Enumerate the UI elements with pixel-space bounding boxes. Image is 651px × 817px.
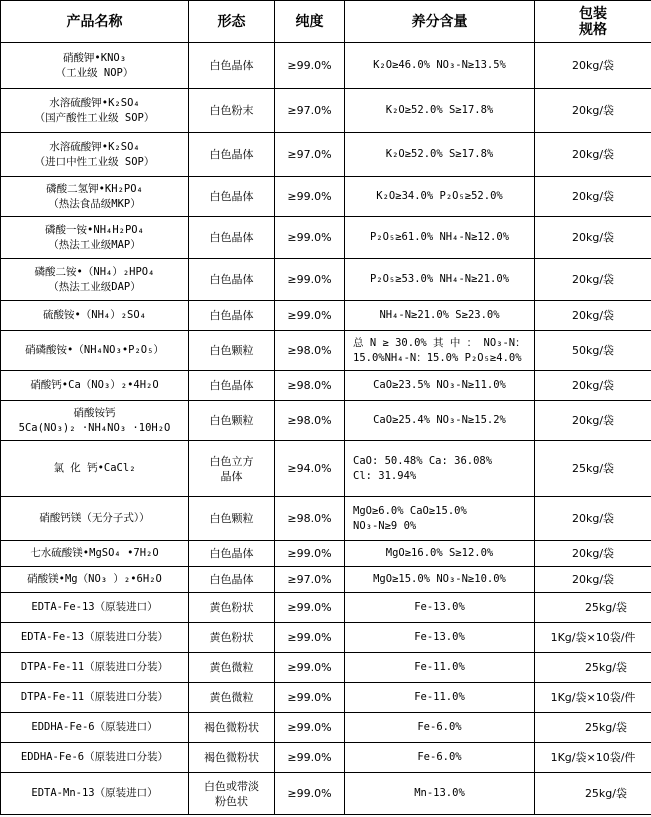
purity-cell: ≥99.0% bbox=[275, 653, 345, 683]
nutrient-content-cell bbox=[345, 259, 535, 301]
nutrient-content-cell-line: MgO≥15.0% NO₃-N≥10.0% bbox=[373, 573, 506, 585]
form-cell bbox=[189, 541, 275, 567]
table-row bbox=[1, 773, 651, 815]
product-name-cell-line: 七水硫酸镁•MgSO₄ •7H₂O bbox=[30, 547, 159, 559]
packaging-cell: 20kg/袋 bbox=[535, 217, 651, 259]
nutrient-content-cell-line: MgO≥6.0% CaO≥15.0% bbox=[353, 504, 467, 517]
table-row bbox=[1, 401, 651, 441]
form-cell bbox=[189, 401, 275, 441]
form-cell bbox=[189, 133, 275, 177]
purity-cell: ≥99.0% bbox=[275, 43, 345, 89]
table-row bbox=[1, 593, 651, 623]
nutrient-content-cell bbox=[345, 371, 535, 401]
nutrient-content-cell-line: CaO≥23.5% NO₃-N≥11.0% bbox=[373, 379, 506, 391]
packaging-cell: 1Kg/袋×10袋/件 bbox=[535, 683, 651, 713]
header-packaging-line1: 包装 bbox=[579, 5, 607, 22]
form-cell-line: 白色颗粒 bbox=[209, 414, 254, 427]
purity-cell: ≥97.0% bbox=[275, 567, 345, 593]
form-cell bbox=[189, 43, 275, 89]
packaging-cell: 1Kg/袋×10袋/件 bbox=[535, 743, 651, 773]
nutrient-content-cell-line: Fe-6.0% bbox=[417, 751, 462, 763]
nutrient-content-cell-line: Fe-6.0% bbox=[417, 721, 462, 733]
form-cell bbox=[189, 259, 275, 301]
packaging-cell: 20kg/袋 bbox=[535, 541, 651, 567]
form-cell-line: 白色粉末 bbox=[209, 104, 254, 117]
product-name-cell-line: EDTA-Mn-13（原装进口） bbox=[31, 787, 158, 799]
packaging-cell: 20kg/袋 bbox=[535, 177, 651, 217]
form-cell-line: 黄色粉状 bbox=[209, 631, 254, 644]
form-cell bbox=[189, 177, 275, 217]
packaging-cell: 20kg/袋 bbox=[535, 133, 651, 177]
nutrient-content-cell-line: K₂O≥52.0% S≥17.8% bbox=[385, 148, 494, 160]
form-cell bbox=[189, 593, 275, 623]
nutrient-content-cell-line: Fe-13.0% bbox=[414, 631, 465, 643]
purity-cell: ≥99.0% bbox=[275, 301, 345, 331]
product-name-cell-line: （工业级 NOP） bbox=[55, 66, 134, 79]
form-cell-line: 褐色微粉状 bbox=[204, 751, 259, 764]
header-row bbox=[1, 1, 651, 43]
purity-cell: ≥99.0% bbox=[275, 593, 345, 623]
nutrient-content-cell-line: Fe-13.0% bbox=[414, 601, 465, 613]
nutrient-content-cell bbox=[345, 497, 535, 541]
form-cell bbox=[189, 301, 275, 331]
product-name-cell bbox=[1, 217, 189, 259]
product-name-cell bbox=[1, 371, 189, 401]
form-cell bbox=[189, 217, 275, 259]
packaging-cell: 25kg/袋 bbox=[535, 593, 651, 623]
product-name-cell bbox=[1, 43, 189, 89]
form-cell-line: 白色晶体 bbox=[209, 547, 254, 560]
form-cell-line: 白色晶体 bbox=[209, 148, 254, 161]
form-cell-line: 白色或带淡 bbox=[204, 779, 259, 793]
table-row bbox=[1, 331, 651, 371]
header-product-name: 产品名称 bbox=[1, 1, 189, 43]
purity-cell: ≥98.0% bbox=[275, 401, 345, 441]
product-name-cell bbox=[1, 713, 189, 743]
nutrient-content-cell bbox=[345, 301, 535, 331]
product-name-cell bbox=[1, 497, 189, 541]
product-name-cell-line: EDTA-Fe-13（原装进口） bbox=[31, 601, 158, 613]
nutrient-content-cell bbox=[345, 133, 535, 177]
table-row bbox=[1, 43, 651, 89]
nutrient-content-cell bbox=[345, 541, 535, 567]
form-cell-line: 黄色粉状 bbox=[209, 601, 254, 614]
product-name-cell-line: 硝酸钙镁（无分子式）） bbox=[39, 512, 150, 524]
form-cell-line: 晶体 bbox=[220, 469, 243, 483]
form-cell-line: 白色晶体 bbox=[209, 573, 254, 586]
form-cell bbox=[189, 497, 275, 541]
product-name-cell-line: 硫酸铵•（NH₄）₂SO₄ bbox=[42, 309, 147, 321]
nutrient-content-cell-line: CaO≥25.4% NO₃-N≥15.2% bbox=[373, 414, 506, 426]
header-nutrient-content: 养分含量 bbox=[345, 1, 535, 43]
purity-cell: ≥99.0% bbox=[275, 623, 345, 653]
nutrient-content-cell-line: K₂O≥34.0% P₂O₅≥52.0% bbox=[376, 190, 503, 202]
product-name-cell-line: 氯 化 钙•CaCl₂ bbox=[53, 462, 136, 474]
nutrient-content-cell bbox=[345, 441, 535, 497]
purity-cell: ≥99.0% bbox=[275, 713, 345, 743]
product-name-cell bbox=[1, 441, 189, 497]
product-name-cell-line: 硝磷酸铵•（NH₄NO₃•P₂O₅） bbox=[25, 344, 164, 356]
table-row bbox=[1, 217, 651, 259]
form-cell-line: 白色颗粒 bbox=[209, 512, 254, 525]
form-cell-line: 褐色微粉状 bbox=[204, 721, 259, 734]
form-cell bbox=[189, 441, 275, 497]
table-row bbox=[1, 89, 651, 133]
packaging-cell: 20kg/袋 bbox=[535, 371, 651, 401]
product-name-cell-line: （热法工业级MAP） bbox=[48, 238, 141, 251]
table-row bbox=[1, 683, 651, 713]
nutrient-content-cell-line: P₂O₅≥53.0% NH₄-N≥21.0% bbox=[369, 273, 510, 285]
product-name-cell-line: EDDHA-Fe-6（原装进口） bbox=[31, 721, 158, 733]
nutrient-content-cell bbox=[345, 177, 535, 217]
nutrient-content-cell bbox=[345, 713, 535, 743]
nutrient-content-cell bbox=[345, 743, 535, 773]
product-name-cell bbox=[1, 331, 189, 371]
table-row bbox=[1, 133, 651, 177]
packaging-cell: 25kg/袋 bbox=[535, 441, 651, 497]
form-cell-line: 粉色状 bbox=[215, 794, 248, 808]
packaging-cell: 25kg/袋 bbox=[535, 653, 651, 683]
form-cell-line: 黄色微粒 bbox=[209, 661, 254, 674]
packaging-cell: 20kg/袋 bbox=[535, 259, 651, 301]
purity-cell: ≥99.0% bbox=[275, 541, 345, 567]
product-name-cell-line: 硝酸钾•KNO₃ bbox=[62, 51, 127, 64]
nutrient-content-cell-line: NO₃-N≥9 0% bbox=[353, 519, 417, 532]
nutrient-content-cell-line: Fe-11.0% bbox=[414, 661, 465, 673]
purity-cell: ≥98.0% bbox=[275, 497, 345, 541]
purity-cell: ≥97.0% bbox=[275, 133, 345, 177]
nutrient-content-cell-line: Mn-13.0% bbox=[414, 787, 465, 799]
form-cell bbox=[189, 743, 275, 773]
purity-cell: ≥99.0% bbox=[275, 683, 345, 713]
form-cell-line: 白色晶体 bbox=[209, 59, 254, 72]
purity-cell: ≥99.0% bbox=[275, 773, 345, 815]
nutrient-content-cell bbox=[345, 401, 535, 441]
header-packaging-line2: 规格 bbox=[579, 21, 607, 38]
nutrient-content-cell-line: MgO≥16.0% S≥12.0% bbox=[385, 547, 494, 559]
table-row bbox=[1, 441, 651, 497]
packaging-cell: 25kg/袋 bbox=[535, 713, 651, 743]
form-cell-line: 白色晶体 bbox=[209, 190, 254, 203]
product-name-cell-line: DTPA-Fe-11（原装进口分装） bbox=[20, 661, 169, 673]
product-name-cell-line: EDDHA-Fe-6（原装进口分装） bbox=[20, 751, 169, 763]
product-name-cell-line: EDTA-Fe-13（原装进口分装） bbox=[20, 631, 169, 643]
product-name-cell-line: 5Ca(NO₃)₂ ·NH₄NO₃ ·10H₂O bbox=[18, 421, 171, 434]
product-name-cell-line: 水溶硫酸钾•K₂SO₄ bbox=[49, 96, 140, 109]
product-name-cell bbox=[1, 773, 189, 815]
product-name-cell-line: （热法食品级MKP） bbox=[48, 197, 141, 210]
table-row bbox=[1, 541, 651, 567]
nutrient-content-cell bbox=[345, 623, 535, 653]
form-cell-line: 白色晶体 bbox=[209, 273, 254, 286]
product-name-cell-line: 磷酸二铵•（NH₄）₂HPO₄ bbox=[34, 265, 155, 278]
nutrient-content-cell-line: Cl: 31.94% bbox=[353, 469, 417, 482]
product-name-cell-line: 磷酸二氢钾•KH₂PO₄ bbox=[46, 182, 143, 195]
nutrient-content-cell bbox=[345, 653, 535, 683]
purity-cell: ≥94.0% bbox=[275, 441, 345, 497]
form-cell bbox=[189, 331, 275, 371]
nutrient-content-cell bbox=[345, 217, 535, 259]
packaging-cell: 20kg/袋 bbox=[535, 301, 651, 331]
nutrient-content-cell-line: Fe-11.0% bbox=[414, 691, 465, 703]
form-cell-line: 白色晶体 bbox=[209, 309, 254, 322]
packaging-cell: 25kg/袋 bbox=[535, 773, 651, 815]
nutrient-content-cell bbox=[345, 567, 535, 593]
product-name-cell bbox=[1, 541, 189, 567]
product-name-cell-line: 硝酸镁•Mg（NO₃ ）₂•6H₂O bbox=[27, 573, 162, 585]
product-name-cell bbox=[1, 301, 189, 331]
purity-cell: ≥99.0% bbox=[275, 217, 345, 259]
form-cell bbox=[189, 683, 275, 713]
form-cell bbox=[189, 371, 275, 401]
form-cell-line: 白色晶体 bbox=[209, 231, 254, 244]
form-cell bbox=[189, 713, 275, 743]
product-name-cell-line: 硝酸钙•Ca（NO₃）₂•4H₂O bbox=[30, 379, 159, 391]
packaging-cell: 20kg/袋 bbox=[535, 567, 651, 593]
purity-cell: ≥97.0% bbox=[275, 89, 345, 133]
product-name-cell-line: （热法工业级DAP） bbox=[48, 280, 141, 293]
product-name-cell bbox=[1, 623, 189, 653]
product-name-cell bbox=[1, 743, 189, 773]
nutrient-content-cell bbox=[345, 683, 535, 713]
nutrient-content-cell-line: CaO: 50.48% Ca: 36.08% bbox=[353, 454, 493, 467]
product-name-cell-line: （进口中性工业级 SOP） bbox=[34, 155, 155, 168]
product-name-cell bbox=[1, 401, 189, 441]
nutrient-content-cell bbox=[345, 331, 535, 371]
form-cell-line: 黄色微粒 bbox=[209, 691, 254, 704]
form-cell bbox=[189, 89, 275, 133]
table-row bbox=[1, 713, 651, 743]
nutrient-content-cell-line: 15.0%NH₄-N：15.0% P₂O₅≥4.0% bbox=[353, 351, 522, 364]
product-name-cell bbox=[1, 133, 189, 177]
table-row bbox=[1, 301, 651, 331]
product-name-cell bbox=[1, 177, 189, 217]
form-cell-line: 白色晶体 bbox=[209, 379, 254, 392]
table-row bbox=[1, 259, 651, 301]
product-name-cell-line: （国产酸性工业级 SOP） bbox=[34, 111, 155, 124]
product-name-cell-line: 水溶硫酸钾•K₂SO₄ bbox=[49, 140, 140, 153]
nutrient-content-cell bbox=[345, 89, 535, 133]
table-row bbox=[1, 743, 651, 773]
nutrient-content-cell bbox=[345, 593, 535, 623]
product-name-cell bbox=[1, 567, 189, 593]
packaging-cell: 1Kg/袋×10袋/件 bbox=[535, 623, 651, 653]
purity-cell: ≥99.0% bbox=[275, 177, 345, 217]
header-packaging bbox=[535, 1, 651, 43]
product-name-cell-line: 磷酸一铵•NH₄H₂PO₄ bbox=[45, 223, 144, 236]
table-row bbox=[1, 177, 651, 217]
product-name-cell bbox=[1, 593, 189, 623]
packaging-cell: 20kg/袋 bbox=[535, 43, 651, 89]
nutrient-content-cell-line: K₂O≥46.0% NO₃-N≥13.5% bbox=[373, 59, 506, 71]
nutrient-content-cell bbox=[345, 43, 535, 89]
nutrient-content-cell-line: K₂O≥52.0% S≥17.8% bbox=[385, 104, 494, 116]
nutrient-content-cell-line: 总 N ≥ 30.0% 其 中 ： NO₃-N： bbox=[353, 336, 526, 349]
header-purity: 纯度 bbox=[275, 1, 345, 43]
form-cell bbox=[189, 567, 275, 593]
table-row bbox=[1, 371, 651, 401]
purity-cell: ≥99.0% bbox=[275, 743, 345, 773]
table-row bbox=[1, 623, 651, 653]
form-cell-line: 白色颗粒 bbox=[209, 344, 254, 357]
packaging-cell: 20kg/袋 bbox=[535, 497, 651, 541]
table-row bbox=[1, 653, 651, 683]
product-name-cell bbox=[1, 89, 189, 133]
nutrient-content-cell bbox=[345, 773, 535, 815]
packaging-cell: 20kg/袋 bbox=[535, 89, 651, 133]
form-cell bbox=[189, 623, 275, 653]
nutrient-content-cell-line: P₂O₅≥61.0% NH₄-N≥12.0% bbox=[369, 231, 510, 243]
form-cell bbox=[189, 653, 275, 683]
packaging-cell: 50kg/袋 bbox=[535, 331, 651, 371]
product-name-cell bbox=[1, 683, 189, 713]
purity-cell: ≥99.0% bbox=[275, 259, 345, 301]
nutrient-content-cell-line: NH₄-N≥21.0% S≥23.0% bbox=[379, 309, 500, 321]
purity-cell: ≥98.0% bbox=[275, 331, 345, 371]
packaging-cell: 20kg/袋 bbox=[535, 401, 651, 441]
product-name-cell-line: 硝酸铵钙 bbox=[73, 406, 116, 419]
table-row bbox=[1, 497, 651, 541]
product-name-cell bbox=[1, 653, 189, 683]
table-row bbox=[1, 567, 651, 593]
product-name-cell bbox=[1, 259, 189, 301]
header-form: 形态 bbox=[189, 1, 275, 43]
product-name-cell-line: DTPA-Fe-11（原装进口分装） bbox=[20, 691, 169, 703]
purity-cell: ≥98.0% bbox=[275, 371, 345, 401]
form-cell bbox=[189, 773, 275, 815]
form-cell-line: 白色立方 bbox=[209, 454, 254, 468]
